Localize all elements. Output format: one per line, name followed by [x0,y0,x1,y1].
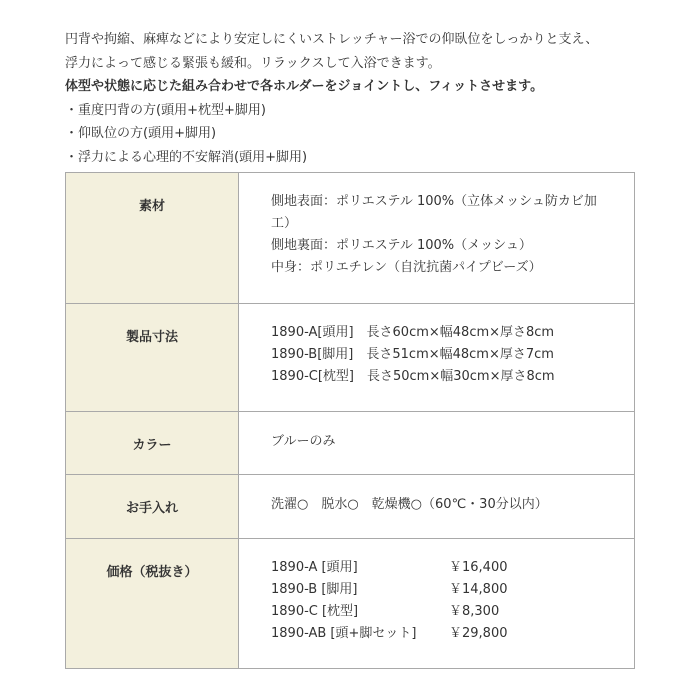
price-item [271,623,604,645]
spec-row-material [66,173,635,304]
material-line: 側地裏面：ポリエステル 100%（メッシュ） [271,238,532,253]
spec-value-color [239,412,635,475]
price-item-amount: ￥16,400 [449,560,508,575]
description-line: 円背や拘縮、麻痺などにより安定しにくいストレッチャー浴での仰臥位をしっかりと支え、 [65,32,599,47]
price-item-code: 1890-C [枕型] [271,604,359,619]
price-item [271,579,604,601]
size-line: 1890-C[枕型] 長さ50cm×幅30cm×厚さ8cm [271,369,555,384]
color-value: ブルーのみ [271,434,336,449]
material-line: 中身：ポリエチレン（自沈抗菌パイプビーズ） [271,260,542,275]
price-item-code: 1890-A [頭用] [271,560,358,575]
care-value: 洗濯○ 脱水○ 乾燥機○（60℃・30分以内） [271,497,548,512]
spec-table [65,172,635,669]
spec-label-color: カラー [66,412,239,475]
spec-value-size [239,304,635,412]
description-highlight: 体型や状態に応じた組み合わせで各ホルダーをジョイントし、フィットさせます。 [65,79,544,94]
price-item [271,601,604,623]
spec-value-care [239,475,635,539]
spec-row-size [66,304,635,412]
spec-label-price: 価格（税抜き） [66,539,239,669]
price-item-code: 1890-AB [頭+脚セット] [271,626,417,641]
price-item-code: 1890-B [脚用] [271,582,358,597]
usage-bullet: ・重度円背の方(頭用+枕型+脚用) [65,102,266,118]
usage-bullet: ・仰臥位の方(頭用+脚用) [65,126,217,141]
price-item [271,557,604,579]
price-item-amount: ￥29,800 [449,626,508,641]
description-line: 浮力によって感じる緊張も緩和。リラックスして入浴できます。 [65,55,441,71]
spec-label-care: お手入れ [66,475,239,539]
spec-row-color [66,412,635,475]
spec-row-price [66,539,635,669]
spec-label-size: 製品寸法 [66,304,239,412]
usage-bullet: ・浮力による心理的不安解消(頭用+脚用) [65,149,308,165]
spec-value-price [239,539,635,669]
size-line: 1890-B[脚用] 長さ51cm×幅48cm×厚さ7cm [271,347,554,362]
spec-value-material [239,173,635,304]
product-description [65,28,665,169]
material-line: 側地表面：ポリエステル 100%（立体メッシュ防カビ加工） [271,194,597,231]
size-line: 1890-A[頭用] 長さ60cm×幅48cm×厚さ8cm [271,325,555,340]
price-item-amount: ￥8,300 [449,604,500,619]
spec-row-care [66,475,635,539]
price-item-amount: ￥14,800 [449,582,508,597]
spec-label-material: 素材 [66,173,239,304]
